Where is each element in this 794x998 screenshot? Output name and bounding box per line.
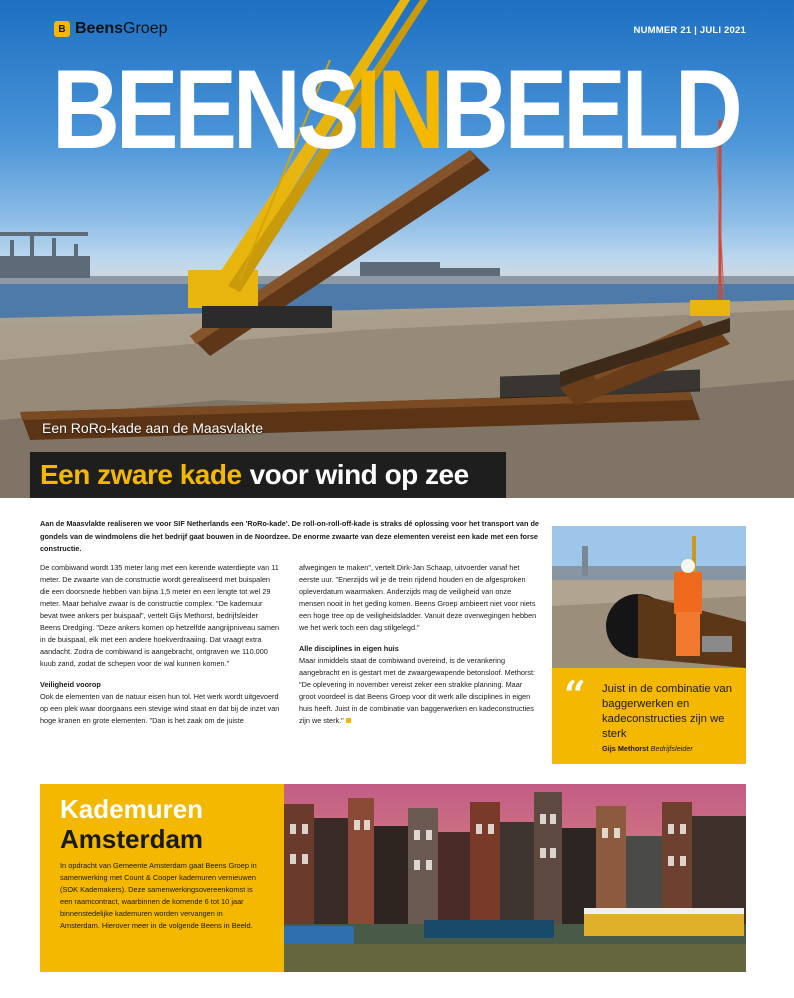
issue-number: NUMMER 21 | JULI 2021: [633, 25, 746, 36]
paragraph: afwegingen te maken", vertelt Dirk-Jan Schaap, uitvoerder vanaf het eerste uur. "Enerzijds wil je de trein rijdend houden en de afgesproken opleverdatum waarmaken. Anderzijds mag de veiligheid van onze mensen nooit in het geding komen. Beens Groep ambieert niet voor niets een hoge tree op de veiligheidsladder. Vanuit deze overwegingen hebben we het werk toch een dag stilgelegd.": [299, 563, 537, 632]
quote-mark-icon: “: [564, 672, 586, 717]
quote-author: [602, 744, 693, 753]
article-column-2: [299, 562, 539, 736]
worker-photo: [552, 526, 746, 668]
feature-box: [40, 784, 284, 972]
headline-white: voor wind op zee: [249, 459, 469, 490]
subheading: Alle disciplines in eigen huis: [299, 644, 399, 653]
brand-logo: [54, 20, 168, 38]
brand-name-bold: Beens: [75, 20, 124, 37]
end-mark-icon: [346, 718, 351, 723]
masthead-part1: BEENS: [52, 47, 356, 172]
brand-name-rest: Groep: [123, 20, 168, 37]
canal-houses-photo-icon: [284, 784, 746, 972]
brand-name: [75, 20, 168, 38]
worker-pipe-photo-icon: [552, 526, 746, 668]
pull-quote: [552, 668, 746, 764]
masthead-part2: IN: [355, 47, 441, 172]
headline-bar: [30, 452, 506, 498]
paragraph: Ook de elementen van de natuur eisen hun tol. Het werk wordt uitgevoerd op een plek waar doorgaans een stevige wind staat en dat bij de inzet van hoge kranen en grote elementen. "Dan is het zaak om de juiste: [40, 692, 280, 725]
quote-author-role: Bedrijfsleider: [650, 744, 693, 753]
amsterdam-photo: [284, 784, 746, 972]
headline-yellow: Een zware kade: [40, 459, 242, 490]
quote-text: Juist in de combinatie van baggerwerken en kadeconstructies zijn we sterk: [602, 683, 732, 740]
article-intro: Aan de Maasvlakte realiseren we voor SIF Netherlands een 'RoRo-kade'. De roll-on-roll-off-kade is straks dé oplossing voor het transport van de gondels van de windmolens die het bedrijf gaat bouwen in de Noordzee. De enorme zwaarte van deze elementen vereist een kade met een forse constructie.: [40, 519, 539, 553]
masthead-title: [52, 47, 739, 172]
beens-logo-icon: B: [54, 21, 70, 37]
paragraph: De combiwand wordt 135 meter lang met een kerende waterdiepte van 11 meter. De zwaarte van de constructie wordt gerealiseerd met buispalen die een doorsnede hebben van bijna 1,5 meter en een lengte tot wel 29 meter. Maar behalve zwaar is de constructie complex. "De kademuur bevat twee ankers per buispaal", vertelt Gijs Methorst, bedrijfsleider Beens Dredging. "Deze ankers komen op hetzelfde aangrijpniveau samen in de buispaal, elk met een andere hoekverdraaiing. Dat vraagt extra aandacht. Zodra de combiwand is aangebracht, ontgraven we 110.000 kuub zand, zodat de schepen voor de wal kunnen komen.": [40, 563, 280, 668]
paragraph-last: [299, 655, 539, 727]
feature-text: In opdracht van Gemeente Amsterdam gaat Beens Groep in samenwerking met Count & Cooper kademuren vernieuwen (SOK Kademakers). Deze samenwerkingsovereenkomst is een raamcontract, waarbinnen de komende 6 tot 10 jaar binnenstedelijke kademuren worden vervangen in Amsterdam. Hierover meer in de volgende Beens in Beeld.: [60, 861, 257, 930]
paragraph-text: Maar inmiddels staat de combiwand overeind, is de verankering aangebracht en is gestart met de zwaargewapende betonsloof. Methorst: "De oplevering in november vereist zeker een strakke planning. Maar groot voordeel is dat Beens Groep voor dit werk alle disciplines in eigen huis heeft. Juist in de combinatie van baggerwerken en kadeconstructies zijn we sterk.": [299, 656, 536, 725]
article-kicker: Een RoRo-kade aan de Maasvlakte: [42, 420, 264, 436]
masthead-part3: BEELD: [440, 47, 739, 172]
quote-author-name: Gijs Methorst: [602, 744, 649, 753]
hero-photo: [0, 0, 794, 498]
feature-title-line2: Amsterdam: [60, 824, 204, 854]
feature-title-line1: Kademuren: [60, 794, 204, 824]
subheading: Veiligheid voorop: [40, 680, 101, 689]
article-column-1: [40, 562, 280, 736]
